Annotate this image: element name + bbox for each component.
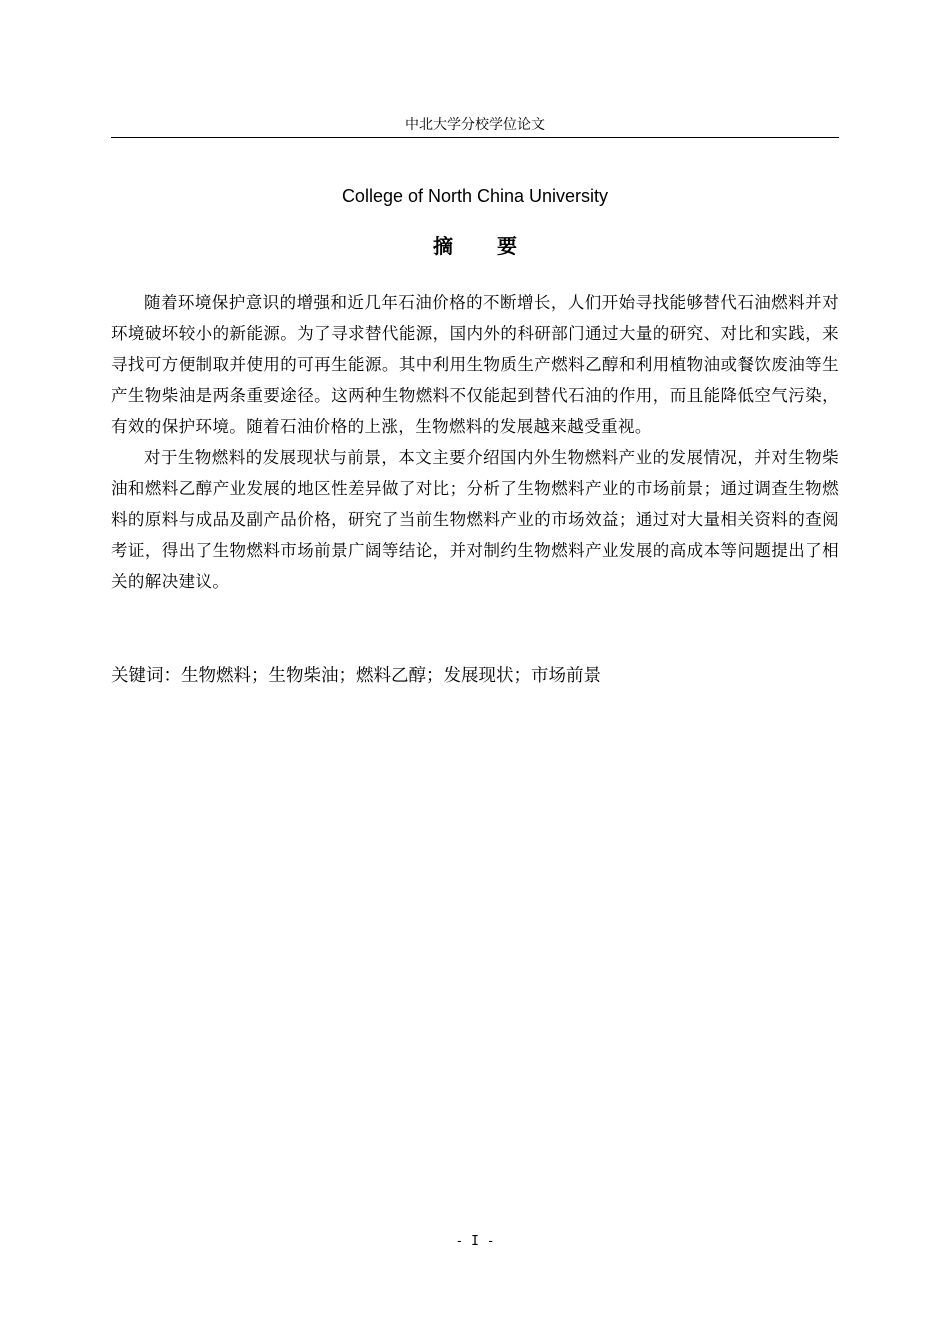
abstract-paragraph-2: 对于生物燃料的发展现状与前景，本文主要介绍国内外生物燃料产业的发展情况，并对生物柴油和燃料乙醇产业发展的地区性差异做了对比；分析了生物燃料产业的市场前景；通过调查生物燃料的原料与成品及副产品价格，研究了当前生物燃料产业的市场效益；通过对大量相关资料的查阅考证，得出了生物燃料市场前景广阔等结论，并对制约生物燃料产业发展的高成本等问题提出了相关的解决建议。 — [111, 448, 839, 591]
keywords-line: 关键词：生物燃料；生物柴油；燃料乙醇；发展现状；市场前景 — [111, 666, 601, 686]
page-number: - I - — [455, 1234, 495, 1249]
header-divider — [111, 137, 839, 138]
running-header: 中北大学分校学位论文 — [405, 117, 545, 133]
abstract-heading-char-2: 要 — [497, 234, 517, 258]
abstract-heading-char-1: 摘 — [433, 234, 453, 258]
abstract-body — [111, 287, 839, 597]
abstract-paragraph-1: 随着环境保护意识的增强和近几年石油价格的不断增长，人们开始寻找能够替代石油燃料并对环境破坏较小的新能源。为了寻求替代能源，国内外的科研部门通过大量的研究、对比和实践，来寻找可方便制取并使用的可再生能源。其中利用生物质生产燃料乙醇和利用植物油或餐饮废油等生产生物柴油是两条重要途径。这两种生物燃料不仅能起到替代石油的作用，而且能降低空气污染，有效的保护环境。随着石油价格的上涨，生物燃料的发展越来越受重视。 — [111, 293, 839, 436]
abstract-heading — [111, 232, 839, 260]
college-name: College of North China University — [341, 186, 609, 206]
